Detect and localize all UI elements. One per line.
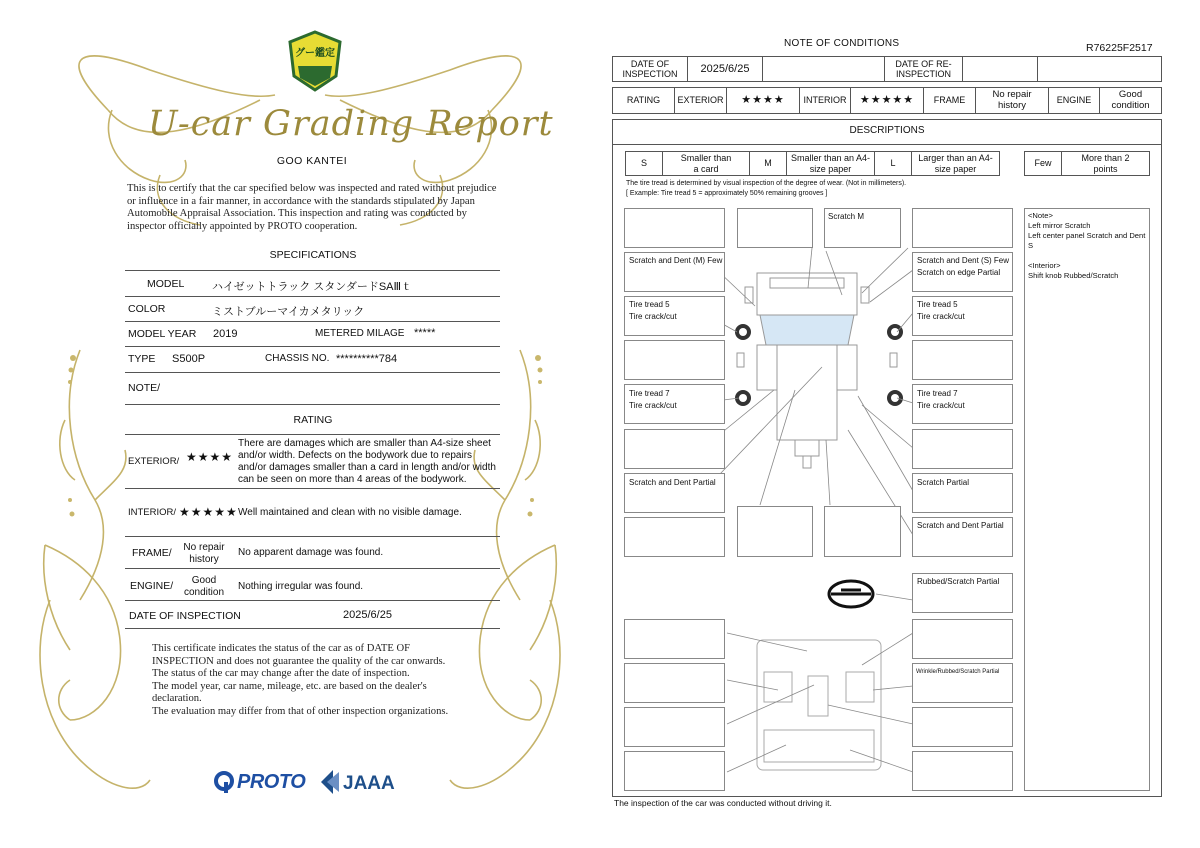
annotation-box (624, 517, 725, 557)
spec-divider (125, 372, 500, 373)
label-tire-tread: Tire tread 5 (629, 300, 670, 309)
truck-windshield (760, 315, 854, 345)
annotation-box (737, 506, 813, 557)
truck-bed (777, 345, 837, 440)
annotation-box (624, 751, 725, 791)
note-of-conditions (600, 0, 1200, 848)
engine-label: ENGINE/ (130, 580, 174, 592)
chassis-label: CHASSIS NO. (265, 353, 330, 364)
rating-divider (125, 434, 500, 435)
annotation-box (912, 619, 1013, 659)
note-line: Shift knob Rubbed/Scratch (1028, 271, 1119, 280)
notes-panel (1024, 208, 1150, 791)
exterior-stars: ★★★★ (726, 87, 800, 114)
model-label: MODEL (147, 278, 185, 290)
annotation-box (624, 663, 725, 703)
spec-divider (125, 270, 500, 271)
annotation-box (824, 506, 901, 557)
jaaa-logo-text: JAAA (343, 773, 395, 794)
legend-l: L (874, 151, 912, 176)
annotation-box (912, 208, 1013, 248)
legend-l-desc: Larger than an A4-size paper (911, 151, 1000, 176)
label-scratch-dent-s-few: Scratch and Dent (S) Few (917, 256, 1010, 265)
engine-value: Good condition (183, 575, 225, 598)
rating-divider (125, 628, 500, 629)
annotation-box (624, 208, 725, 248)
tire-note-1: The tire tread is determined by visual inspection of the degree of wear. (Not in millimeters). (626, 180, 907, 187)
truck-hitch (803, 456, 811, 468)
disclaimer-line: The evaluation may differ from that of other inspection organizations. (152, 705, 449, 717)
type-value: S500P (172, 353, 206, 365)
jaaa-logo-icon (319, 768, 341, 796)
legend-few-desc: More than 2 points (1061, 151, 1150, 176)
truck-rear (795, 440, 819, 456)
interior-label: INTERIOR (799, 87, 851, 114)
disclaimer (152, 643, 472, 719)
label-wrinkle-rubbed-scratch: Wrinkle/Rubbed/Scratch Partial (916, 669, 1000, 675)
exterior-description: There are damages which are smaller than A4-size sheet and/or width. Defects on the bodywork due to repairs and/or damages smaller than a card in length and/or width can be seen on more than 4 areas of the bodywork. (238, 438, 496, 485)
proto-logo-icon (213, 770, 235, 794)
date-of-reinspection-label: DATE OF RE-INSPECTION (884, 56, 963, 82)
metered-mileage-label: METERED MILAGE (315, 328, 405, 339)
label-tire-tread: Tire tread 5 (917, 300, 958, 309)
rating-heading: RATING (293, 414, 333, 426)
label-tire-crack: Tire crack/cut (917, 312, 965, 321)
label-scratch-dent-partial: Scratch and Dent Partial (629, 478, 716, 487)
rating-divider (125, 488, 500, 489)
legend-s: S (625, 151, 663, 176)
disclaimer-line: The model year, car name, mileage, etc. are based on the dealer's declaration. (152, 680, 427, 705)
frame-value: No repair history (183, 542, 225, 565)
label-tire-crack: Tire crack/cut (629, 401, 677, 410)
type-label: TYPE (128, 353, 156, 365)
conditions-title: NOTE OF CONDITIONS (784, 38, 900, 49)
note-line: <Interior> (1028, 261, 1061, 270)
left-side-marker (737, 353, 744, 367)
color-label: COLOR (128, 303, 166, 315)
interior-description: Well maintained and clean with no visible damage. (238, 507, 462, 518)
legend-few: Few (1024, 151, 1062, 176)
annotation-box (912, 751, 1013, 791)
frame-label: FRAME (923, 87, 976, 114)
spec-divider (125, 346, 500, 347)
legend-s-desc: Smaller than a card (662, 151, 750, 176)
frame-value: No repair history (975, 87, 1049, 114)
interior-stars: ★★★★★ (179, 505, 238, 519)
model-year-label: MODEL YEAR (128, 328, 197, 340)
tire-note-2: [ Example: Tire tread 5 = approximately 50% remaining grooves ] (626, 190, 828, 197)
annotation-box (912, 707, 1013, 747)
spec-divider (125, 404, 500, 405)
center-console (808, 676, 828, 716)
annotation-box (912, 340, 1013, 380)
annotation-box (624, 340, 725, 380)
engine-value: Good condition (1099, 87, 1162, 114)
label-scratch-edge-partial: Scratch on edge Partial (917, 268, 1001, 277)
right-seat (846, 672, 874, 702)
annotation-box (624, 429, 725, 469)
inspection-date-value: 2025/6/25 (343, 609, 392, 621)
label-tire-crack: Tire crack/cut (917, 401, 965, 410)
date-of-inspection-label: DATE OF INSPECTION (612, 56, 688, 82)
legend-m: M (749, 151, 787, 176)
right-side-marker (890, 353, 897, 367)
rating-divider (125, 536, 500, 537)
descriptions-heading: DESCRIPTIONS (849, 125, 925, 136)
specifications-heading: SPECIFICATIONS (269, 249, 357, 261)
report-subtitle: GOO KANTEI (276, 155, 348, 167)
report-title: U-car Grading Report (148, 104, 554, 144)
certification-intro: This is to certify that the car specified below was inspected and rated without prejudice or influence in a fair manner, in accordance with the standards stipulated by Japan Automobile Appraisal Association. This inspection and rating was conducted by inspector officially appointed by PROTO cooperation. (127, 183, 497, 232)
rating-label: RATING (612, 87, 675, 114)
metered-mileage-value: ***** (414, 327, 436, 339)
model-year-value: 2019 (213, 328, 238, 340)
label-tire-crack: Tire crack/cut (629, 312, 677, 321)
legend-m-desc: Smaller than an A4-size paper (786, 151, 875, 176)
rating-divider (125, 600, 500, 601)
inspection-date-label: DATE OF INSPECTION (129, 610, 241, 622)
note-line: Left center panel Scratch and Dent S (1028, 231, 1146, 250)
engine-label: ENGINE (1048, 87, 1100, 114)
label-tire-tread: Tire tread 7 (629, 389, 670, 398)
label-scratch-dent-m-few: Scratch and Dent (M) Few (629, 256, 723, 265)
annotation-box (737, 208, 813, 248)
frame-label: FRAME/ (132, 547, 172, 559)
interior-label: INTERIOR/ (128, 507, 177, 518)
note-line: <Note> (1028, 211, 1053, 220)
label-rubbed-scratch-partial: Rubbed/Scratch Partial (917, 577, 1000, 586)
proto-logo-text: PROTO (237, 771, 306, 793)
frame-description: No apparent damage was found. (238, 547, 384, 558)
interior-stars: ★★★★★ (850, 87, 924, 114)
report-id: R76225F2517 (1086, 42, 1153, 54)
date-of-inspection-value: 2025/6/25 (687, 56, 763, 82)
note-line (1028, 251, 1148, 261)
notes-text (1028, 211, 1148, 281)
goo-kantei-badge-icon (288, 30, 342, 92)
spec-divider (125, 321, 500, 322)
rear-area (764, 730, 874, 762)
exterior-label: EXTERIOR/ (128, 456, 180, 467)
left-seat (764, 672, 792, 702)
label-scratch-partial: Scratch Partial (917, 478, 970, 487)
color-value: ミストブルーマイカメタリック (212, 306, 365, 318)
model-value: ハイゼットトラック スタンダードSAⅢｔ (212, 281, 413, 293)
annotation-box (624, 619, 725, 659)
rating-divider (125, 568, 500, 569)
chassis-value: **********784 (336, 353, 398, 365)
disclaimer-line: The status of the car may change after the date of inspection. (152, 668, 410, 680)
spec-divider (125, 296, 500, 297)
label-scratch-dent-partial: Scratch and Dent Partial (917, 521, 1004, 530)
engine-description: Nothing irregular was found. (238, 581, 364, 592)
disclaimer-line: This certificate indicates the status of the car as of DATE OF INSPECTION and does not guarantee the quality of the car onwards. (152, 643, 446, 667)
note-line: Left mirror Scratch (1028, 221, 1091, 230)
inspection-footer-note: The inspection of the car was conducted without driving it. (614, 798, 832, 808)
exterior-stars: ★★★★ (186, 450, 234, 464)
annotation-box (624, 707, 725, 747)
label-scratch-m: Scratch M (828, 212, 865, 221)
truck-windshield-top (770, 278, 844, 288)
note-label: NOTE/ (128, 382, 161, 394)
label-tire-tread: Tire tread 7 (917, 389, 958, 398)
steering-wheel-icon (829, 581, 873, 607)
badge-text: グー鑑定 (295, 48, 335, 59)
right-mirror (861, 287, 869, 303)
annotation-box (912, 429, 1013, 469)
exterior-label: EXTERIOR (674, 87, 727, 114)
